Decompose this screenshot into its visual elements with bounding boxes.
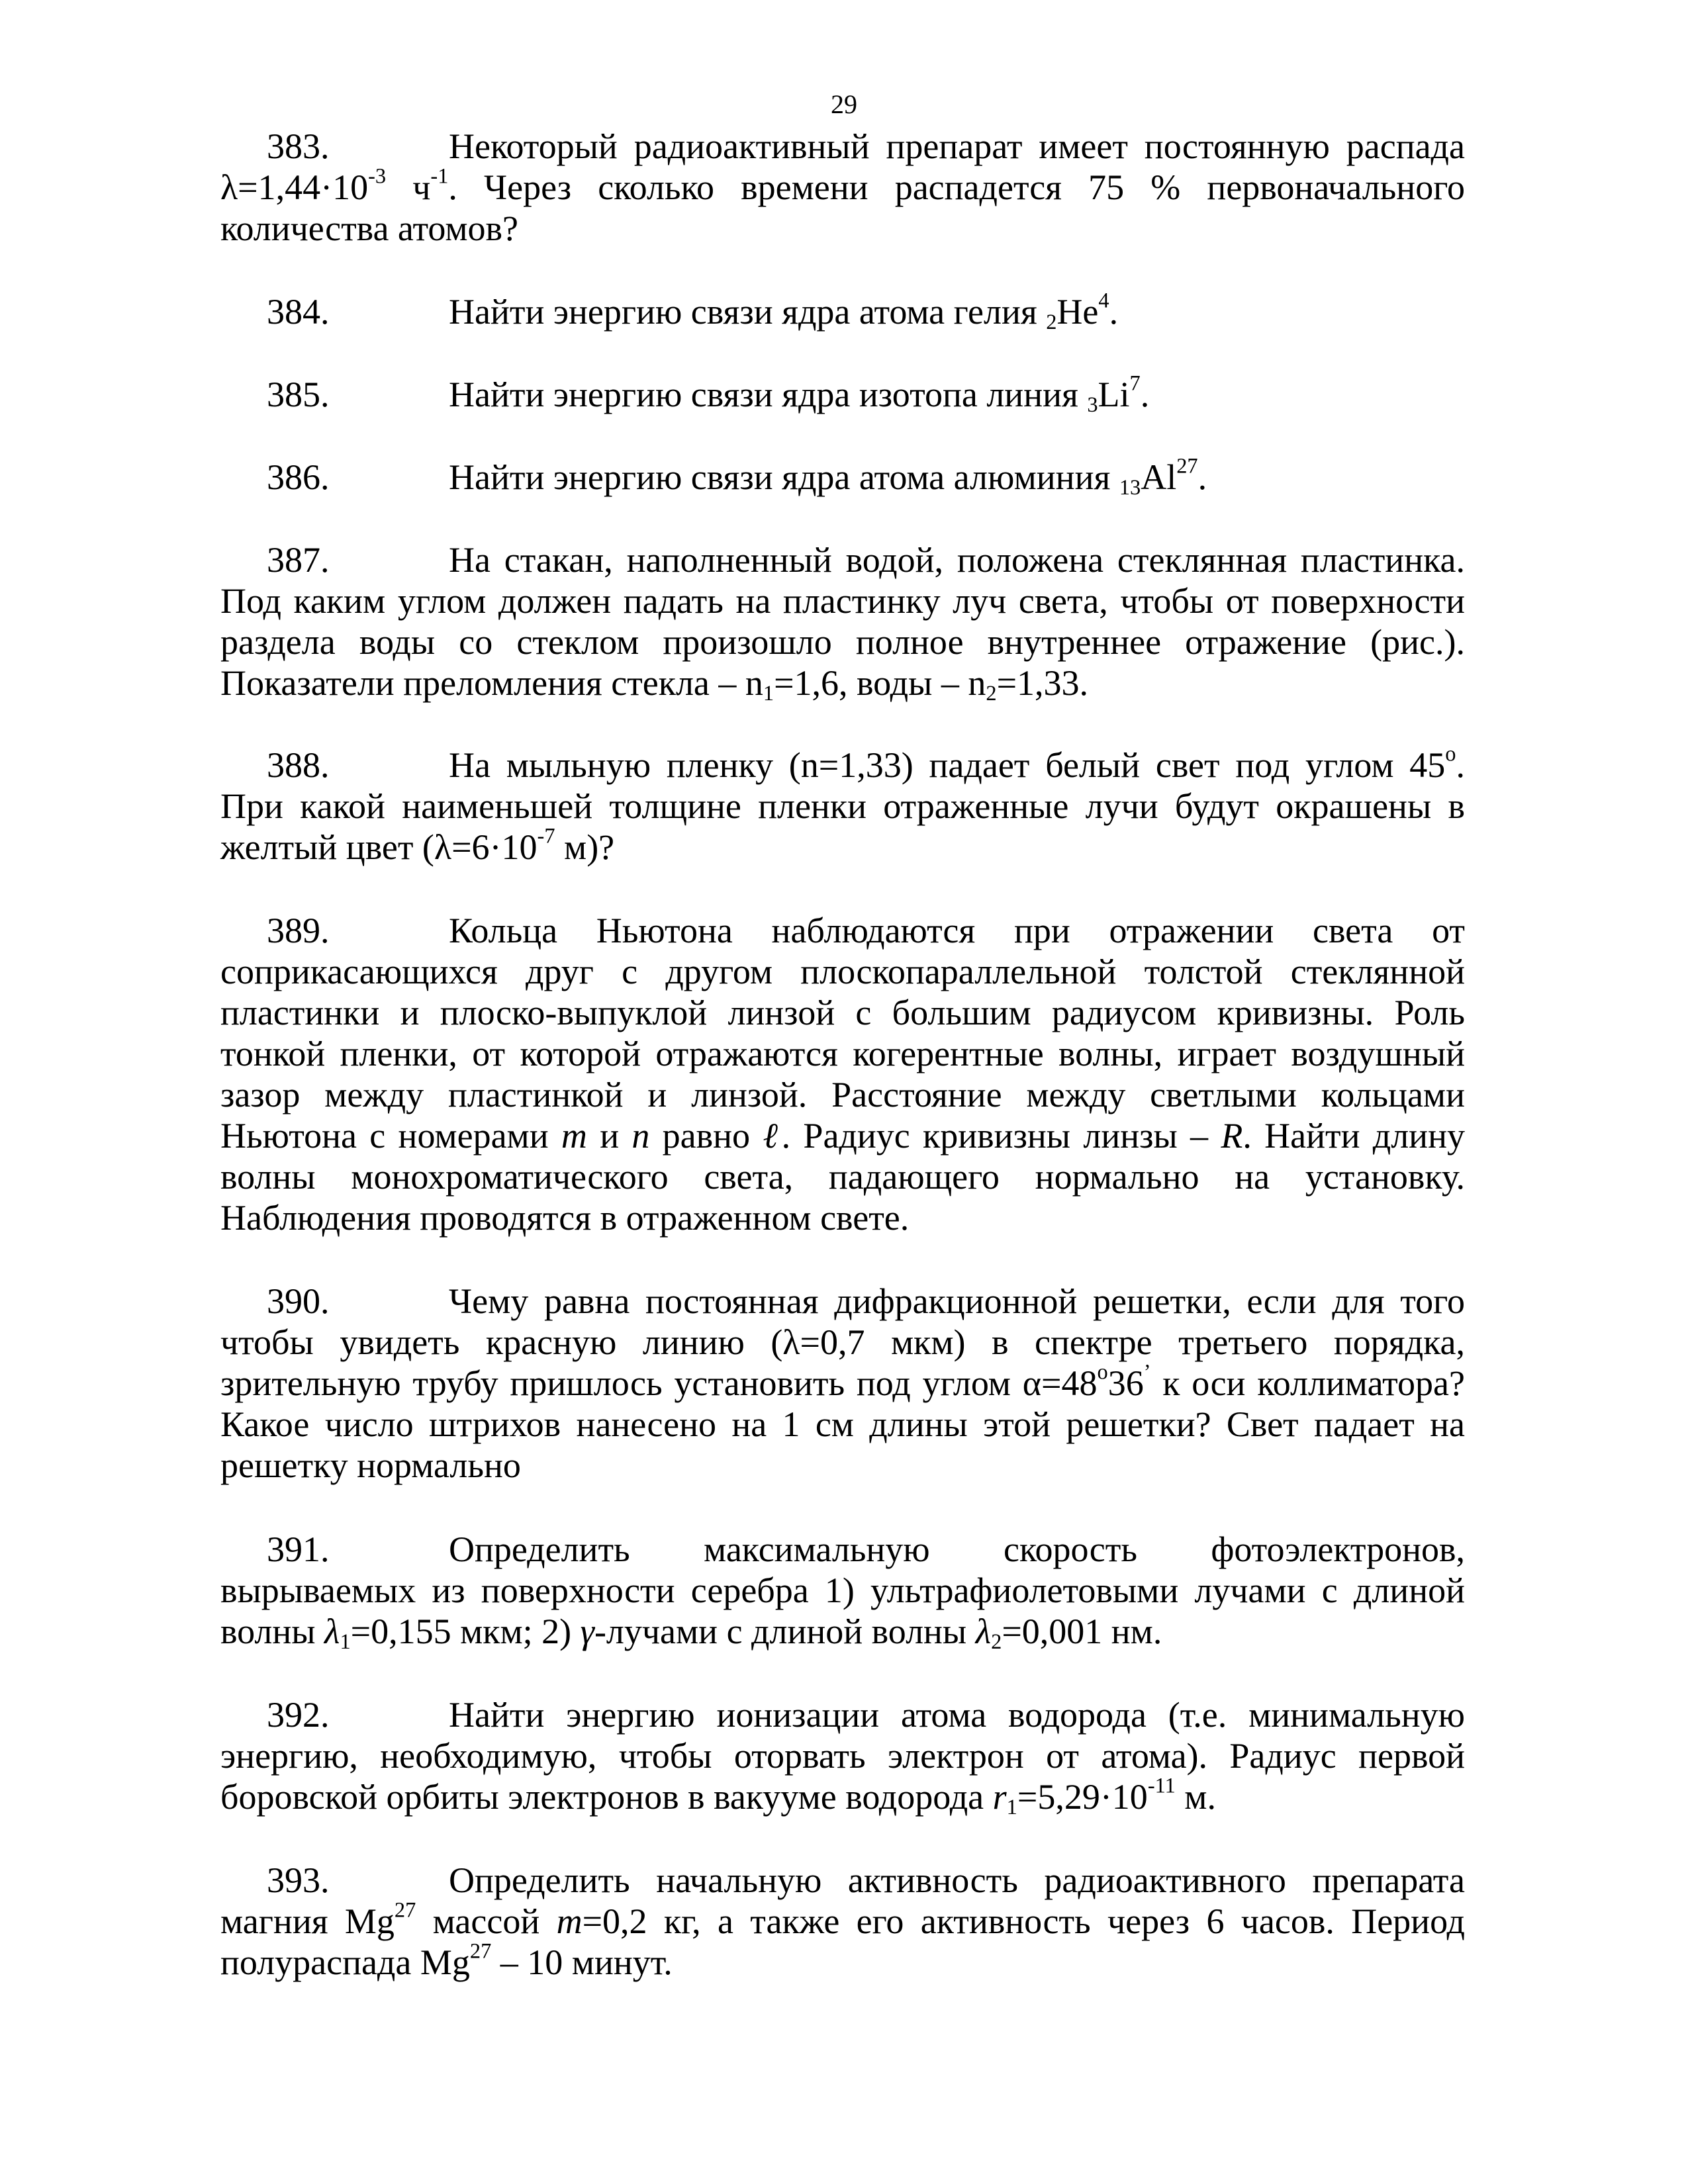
problem-number: 393. [267,1860,330,1900]
problem-385: 385. Найти энергию связи ядра изотопа линия $_3Li^7$. [267,371,1150,418]
problem-number: 392. [267,1695,330,1735]
problem-389: 389. Кольца Ньютона наблюдаются при отражении света от соприкасающихся друг с другом плоскопараллельной толстой стеклянной пластинки и плоско-выпуклой линзой с большим радиусом кривизны. Роль тонкой пленки, от которой отражаются когерентные волны, играет воздушный зазор между пластинкой и линзой. Расстояние между светлыми кольцами Ньютона с номерами m и n равно ℓ. Радиус кривизны линзы – R. Найти длину волны монохроматического света, падающего нормально на установку. Наблюдения проводятся в отраженном свете. [220,911,1465,1238]
problem-393: 393. Определить начальную активность радиоактивного препарата магния Mg$^{27}$ массой m=0,2 кг, а также его активность через 6 часов. Период полураспада Mg$^{27}$ – 10 минут. [220,1860,1465,1982]
problem-number: 388. [267,745,330,785]
problem-number: 391. [267,1529,330,1569]
problem-number: 383. [267,126,330,166]
problem-number: 385. [267,375,330,414]
problem-number: 387. [267,540,330,580]
problem-392: 392. Найти энергию ионизации атома водорода (т.е. минимальную энергию, необходимую, чтобы оторвать электрон от атома). Радиус первой боровской орбиты электронов в вакууме водорода $r_1=5,29\cdot 10^{-11}$ м. [220,1695,1465,1820]
problem-383: 383. Некоторый радиоактивный препарат имеет постоянную распада $\lambda=1,44\cdot 10^{-3}$ $ч^{-1}$. Через сколько времени распадется 75 % первоначального количества атомов? [220,126,1465,248]
problem-388: 388. На мыльную пленку (n=1,33) падает белый свет под углом 45$^o$. При какой наименьшей толщине пленки отраженные лучи будут окрашены в желтый цвет ($\lambda=6\cdot 10^{-7}$ м)? [220,742,1465,867]
problem-384: 384. Найти энергию связи ядра атома гелия $_2He^4$. [267,289,1119,335]
page-number: 29 [831,89,857,119]
problem-390: 390. Чему равна постоянная дифракционной решетки, если для того чтобы увидеть красную линию (λ=0,7 мкм) в спектре третьего порядка, зрительную трубу пришлось установить под углом $\alpha=48^o36^’$ к оси коллиматора? Какое число штрихов нанесено на 1 см длины этой решетки? Свет падает на решетку нормально [220,1281,1465,1485]
problem-387: 387. На стакан, наполненный водой, положена стеклянная пластинка. Под каким углом должен падать на пластинку луч света, чтобы от поверхности раздела воды со стеклом произошло полное внутреннее отражение (рис.). Показатели преломления стекла – $n_1=1,6$, воды – $n_2=1,33$. [220,540,1465,706]
problem-number: 386. [267,457,330,497]
problem-386: 386. Найти энергию связи ядра атома алюминия $_{13}Al^{27}$. [267,454,1207,500]
problem-number: 390. [267,1281,330,1321]
problem-391: 391. Определить максимальную скорость фотоэлектронов, вырываемых из поверхности серебра 1) ультрафиолетовыми лучами с длиной волны $\lambda_1=0,155$ мкм; 2) γ-лучами с длиной волны $\lambda_2=0,001$ нм. [220,1529,1465,1655]
problem-number: 384. [267,292,330,332]
problem-number: 389. [267,911,330,950]
